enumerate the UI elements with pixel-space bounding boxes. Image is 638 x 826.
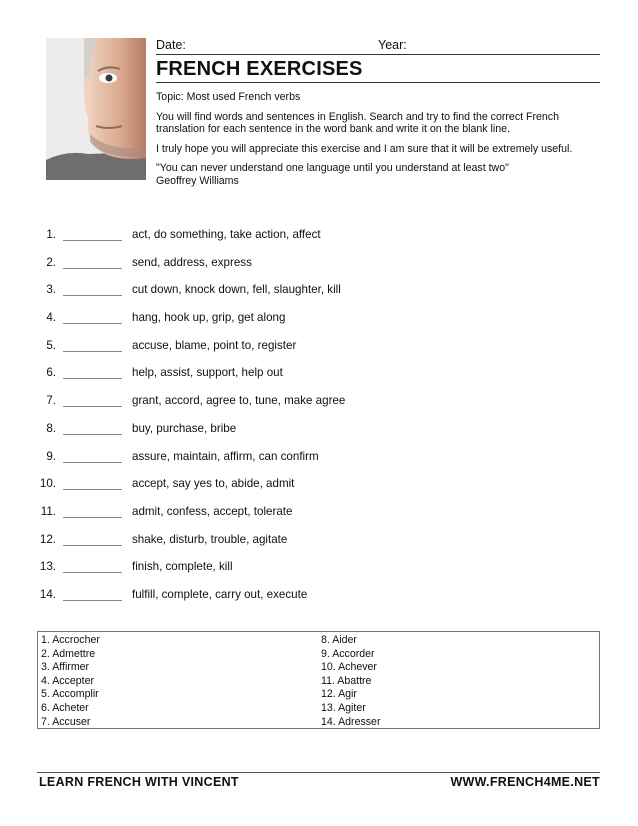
answer-blank[interactable]: [63, 517, 122, 518]
exercise-text: help, assist, support, help out: [132, 366, 283, 380]
topic-text: Topic: Most used French verbs: [156, 91, 301, 103]
exercise-item: [30, 420, 590, 448]
footer-brand: LEARN FRENCH WITH VINCENT: [39, 775, 239, 789]
exercise-number: 9.: [46, 449, 56, 463]
answer-blank[interactable]: [63, 462, 122, 463]
exercise-item: [30, 226, 590, 254]
answer-blank[interactable]: [63, 600, 122, 601]
portrait-photo-icon: [46, 38, 146, 180]
exercise-item: [30, 364, 590, 392]
date-year-line: [156, 38, 600, 55]
exercise-number: 13.: [39, 560, 56, 574]
author-photo: [46, 38, 146, 180]
word-bank-item: 3. Affirmer: [41, 661, 90, 674]
answer-blank[interactable]: [63, 295, 122, 296]
word-bank-item: 4. Accepter: [41, 674, 94, 687]
word-bank-item: 2. Admettre: [41, 647, 96, 660]
exercise-text: assure, maintain, affirm, can confirm: [132, 449, 319, 463]
exercise-number: 7.: [46, 394, 56, 408]
exercise-number: 3.: [46, 283, 56, 297]
exercise-item: [30, 586, 590, 614]
answer-blank[interactable]: [63, 323, 122, 324]
quote-text: "You can never understand one language until you understand at least two": [156, 162, 509, 175]
intro-block: [156, 91, 606, 188]
date-label: Date:: [156, 38, 186, 52]
word-bank-column-left: [41, 634, 100, 729]
year-label: Year:: [378, 38, 407, 52]
word-bank-item: 1. Accrocher: [41, 634, 100, 646]
word-bank-item: 13. Agiter: [321, 701, 366, 714]
exercise-item: [30, 475, 590, 503]
exercise-number: 8.: [46, 421, 56, 435]
answer-blank[interactable]: [63, 406, 122, 407]
answer-blank[interactable]: [63, 489, 122, 490]
exercise-number: 2.: [46, 255, 56, 269]
exercise-item: [30, 448, 590, 476]
word-bank-item: 12. Agir: [321, 688, 357, 701]
answer-blank[interactable]: [63, 268, 122, 269]
exercise-number: 14.: [39, 587, 56, 601]
exercise-text: accept, say yes to, abide, admit: [132, 477, 295, 491]
exercise-text: fulfill, complete, carry out, execute: [132, 587, 308, 601]
word-bank-item: 11. Abattre: [321, 674, 372, 687]
answer-blank[interactable]: [63, 378, 122, 379]
footer-website: WWW.FRENCH4ME.NET: [450, 775, 600, 789]
word-bank-item: 8. Aider: [321, 634, 357, 646]
exercise-item: [30, 281, 590, 309]
quote-author: Geoffrey Williams: [156, 174, 239, 187]
answer-blank[interactable]: [63, 434, 122, 435]
exercise-list: [30, 226, 590, 614]
word-bank-item: 14. Adresser: [321, 715, 381, 728]
word-bank-item: 7. Accuser: [41, 715, 91, 728]
exercise-text: buy, purchase, bribe: [132, 421, 237, 435]
word-bank-item: 5. Accomplir: [41, 688, 99, 701]
exercise-number: 12.: [39, 532, 56, 546]
exercise-text: shake, disturb, trouble, agitate: [132, 532, 288, 546]
exercise-number: 4.: [46, 311, 56, 325]
exercise-number: 10.: [39, 477, 56, 491]
word-bank-item: 10. Achever: [321, 661, 377, 674]
exercise-text: accuse, blame, point to, register: [132, 338, 297, 352]
exercise-text: act, do something, take action, affect: [132, 228, 321, 241]
answer-blank[interactable]: [63, 351, 122, 352]
exercise-item: [30, 503, 590, 531]
exercise-text: cut down, knock down, fell, slaughter, kill: [132, 283, 341, 297]
exercise-item: [30, 531, 590, 559]
exercise-number: 6.: [46, 366, 56, 380]
exercise-number: 5.: [46, 338, 56, 352]
exercise-item: [30, 558, 590, 586]
word-bank: [37, 631, 600, 729]
exercise-text: send, address, express: [132, 255, 252, 269]
instructions-text: You will find words and sentences in English. Search and try to find the correct French translation for each sentence in the word bank and write it on the blank line.: [156, 110, 559, 136]
exercise-text: grant, accord, agree to, tune, make agree: [132, 394, 346, 408]
footer-divider: [37, 772, 600, 773]
exercise-text: hang, hook up, grip, get along: [132, 311, 286, 325]
exercise-item: [30, 254, 590, 282]
answer-blank[interactable]: [63, 572, 122, 573]
word-bank-column-right: [321, 634, 380, 729]
page-title: FRENCH EXERCISES: [156, 58, 600, 83]
exercise-item: [30, 337, 590, 365]
answer-blank[interactable]: [63, 240, 122, 241]
exercise-number: 1.: [46, 228, 56, 241]
answer-blank[interactable]: [63, 545, 122, 546]
exercise-item: [30, 392, 590, 420]
exercise-text: admit, confess, accept, tolerate: [132, 504, 293, 518]
exercise-number: 11.: [40, 504, 56, 518]
exercise-item: [30, 309, 590, 337]
exercise-text: finish, complete, kill: [132, 560, 233, 574]
word-bank-item: 6. Acheter: [41, 701, 89, 714]
word-bank-item: 9. Accorder: [321, 647, 375, 660]
hope-text: I truly hope you will appreciate this exercise and I am sure that it will be extremely useful.: [156, 142, 573, 155]
